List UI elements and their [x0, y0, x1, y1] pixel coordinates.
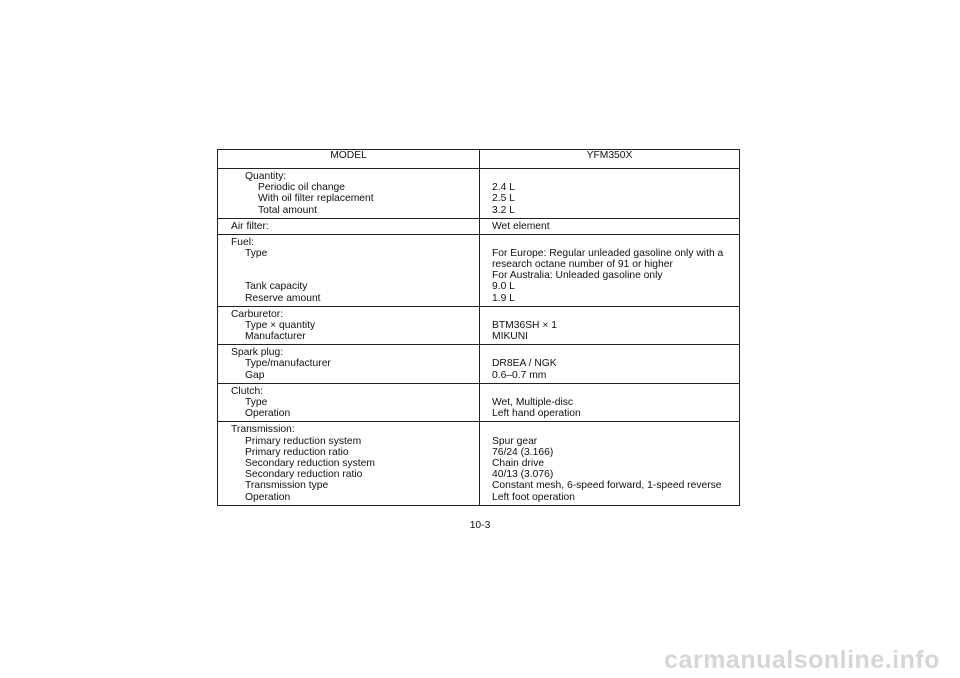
- spec-value-cell: [480, 422, 740, 505]
- spec-section-transmission: [218, 422, 740, 505]
- spec-value: 2.4 L: [492, 182, 515, 194]
- spec-value: Left foot operation: [492, 491, 576, 503]
- spec-label: Secondary reduction system: [245, 457, 375, 469]
- model-header-label: MODEL: [218, 150, 480, 169]
- spec-label: Type/manufacturer: [245, 358, 331, 370]
- spec-value-cell: [480, 169, 740, 219]
- spec-value: 9.0 L: [492, 281, 515, 293]
- spec-value: [492, 237, 735, 248]
- spec-value: 3.2 L: [492, 204, 515, 216]
- spec-value: Left hand operation: [492, 408, 581, 420]
- spec-value: Wet, Multiple-disc: [492, 397, 574, 408]
- spec-label: Primary reduction system: [245, 435, 362, 447]
- specifications-table-body: [218, 150, 740, 506]
- spec-value-cell: [480, 306, 740, 345]
- spec-label-cell: [218, 218, 480, 234]
- spec-value: [492, 424, 735, 435]
- spec-label: Carburetor:: [231, 308, 284, 320]
- spec-section-clutch: [218, 383, 740, 422]
- spec-label: Transmission:: [231, 424, 295, 436]
- spec-label: With oil filter replacement: [258, 193, 374, 205]
- spec-label: Operation: [245, 491, 291, 503]
- spec-label-cell: [218, 169, 480, 219]
- spec-label: Quantity:: [245, 171, 287, 182]
- spec-value: 1.9 L: [492, 292, 515, 304]
- spec-label: Total amount: [258, 204, 317, 216]
- spec-label-cell: [218, 234, 480, 306]
- spec-value: [492, 347, 735, 358]
- spec-label: Periodic oil change: [258, 182, 346, 194]
- spec-section-fuel: [218, 234, 740, 306]
- spec-label-cell: [218, 306, 480, 345]
- spec-value: 40/13 (3.076): [492, 469, 554, 481]
- spec-value: Wet element: [492, 220, 550, 232]
- spec-section-carburetor: [218, 306, 740, 345]
- spec-label: Type: [245, 248, 268, 260]
- watermark: carmanualsonline.info: [664, 646, 940, 674]
- spec-value: Chain drive: [492, 457, 545, 469]
- spec-value: For Europe: Regular unleaded gasoline only with a research octane number of 91 or higher: [492, 248, 724, 271]
- spec-value: 2.5 L: [492, 193, 515, 205]
- spec-value: BTM36SH × 1: [492, 319, 557, 331]
- spec-label: Operation: [245, 408, 291, 420]
- spec-value: DR8EA / NGK: [492, 358, 557, 370]
- spec-section-spark-plug: [218, 345, 740, 384]
- spec-value: [492, 386, 735, 397]
- spec-label: Reserve amount: [245, 292, 321, 304]
- spec-value: Spur gear: [492, 435, 538, 447]
- spec-value: For Australia: Unleaded gasoline only: [492, 270, 663, 282]
- spec-label: Secondary reduction ratio: [245, 469, 363, 481]
- specifications-table: [217, 149, 740, 506]
- spec-value: [492, 171, 735, 182]
- spec-label: Primary reduction ratio: [245, 446, 349, 458]
- spec-value: MIKUNI: [492, 331, 529, 343]
- spec-value-cell: [480, 383, 740, 422]
- spec-label: Clutch:: [231, 385, 264, 397]
- spec-label: Type: [245, 397, 268, 408]
- spec-label: Air filter:: [231, 220, 269, 232]
- spec-value: [492, 309, 735, 320]
- spec-label: [231, 270, 475, 281]
- page-number: 10-3: [469, 520, 491, 531]
- spec-label: Gap: [245, 369, 265, 381]
- spec-label: Fuel:: [231, 236, 254, 248]
- spec-label-cell: [218, 345, 480, 384]
- spec-label: Transmission type: [245, 480, 329, 492]
- model-header-value: YFM350X: [480, 150, 740, 169]
- spec-label-cell: [218, 383, 480, 422]
- spec-label: Manufacturer: [245, 331, 306, 343]
- spec-value-cell: [480, 234, 740, 306]
- spec-section-air-filter: [218, 218, 740, 234]
- spec-value: 0.6–0.7 mm: [492, 369, 547, 381]
- table-header-row: [218, 150, 740, 169]
- spec-label: Spark plug:: [231, 347, 284, 359]
- spec-value: Constant mesh, 6-speed forward, 1-speed reverse: [492, 480, 722, 492]
- spec-section-oil: [218, 169, 740, 219]
- spec-value-cell: [480, 218, 740, 234]
- spec-value-cell: [480, 345, 740, 384]
- spec-label: Type × quantity: [245, 319, 316, 331]
- spec-label: Tank capacity: [245, 281, 308, 293]
- spec-value: 76/24 (3.166): [492, 446, 554, 458]
- spec-label-cell: [218, 422, 480, 505]
